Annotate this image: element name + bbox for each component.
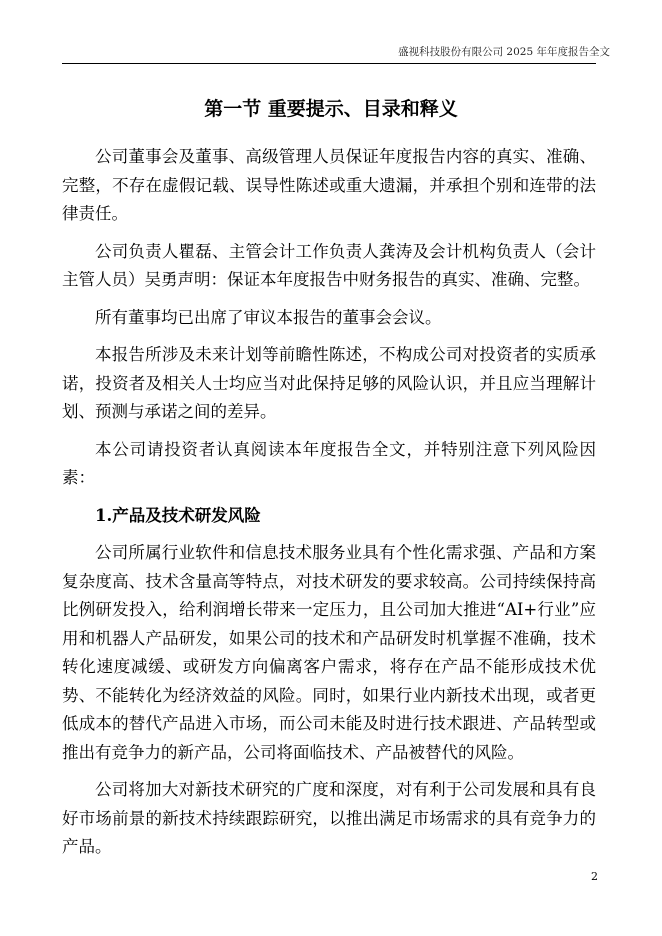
page-title: 第一节 重要提示、目录和释义 [204,98,458,120]
risk-notice-paragraph: 本公司请投资者认真阅读本年度报告全文，并特别注意下列风险因素： [62,439,596,487]
page-number: 2 [591,870,598,883]
risk-heading: 1.产品及技术研发风险 [95,505,261,525]
document-body [62,143,596,871]
forward-looking-paragraph: 本报告所涉及未来计划等前瞻性陈述，不构成公司对投资者的实质承诺，投资者及相关人士均应当对此保持足够的风险认识，并且应当理解计划、预测与承诺之间的差异。 [62,345,596,421]
page-header: 盛视科技股份有限公司 2025 年年度报告全文 [398,46,610,58]
risk-response-paragraph: 公司将加大对新技术研究的广度和深度，对有利于公司发展和具有良好市场前景的新技术持续跟踪研究，以推出满足市场需求的具有竞争力的产品。 [62,780,596,856]
responsible-persons-paragraph: 公司负责人瞿磊、主管会计工作负责人龚涛及会计机构负责人（会计主管人员）吴勇声明：保证本年度报告中财务报告的真实、准确、完整。 [62,241,596,289]
board-attendance-paragraph: 所有董事均已出席了审议本报告的董事会会议。 [95,307,442,327]
header-divider [62,63,596,64]
risk-description-paragraph: 公司所属行业软件和信息技术服务业具有个性化需求强、产品和方案复杂度高、技术含量高等特点，对技术研发的要求较高。公司持续保持高比例研发投入，给利润增长带来一定压力，且公司加大推进“AI+行业”应用和机器人产品研发，如果公司的技术和产品研发时机掌握不准确，技术转化速度减缓、或研发方向偏离客户需求，将存在产品不能形成技术优势、不能转化为经济效益的风险。同时，如果行业内新技术出现，或者更低成本的替代产品进入市场，而公司未能及时进行技术跟进、产品转型或推出有竞争力的新产品，公司将面临技术、产品被替代的风险。 [62,543,596,762]
directors-statement-paragraph: 公司董事会及董事、高级管理人员保证年度报告内容的真实、准确、完整，不存在虚假记载、误导性陈述或重大遗漏，并承担个别和连带的法律责任。 [62,147,596,223]
